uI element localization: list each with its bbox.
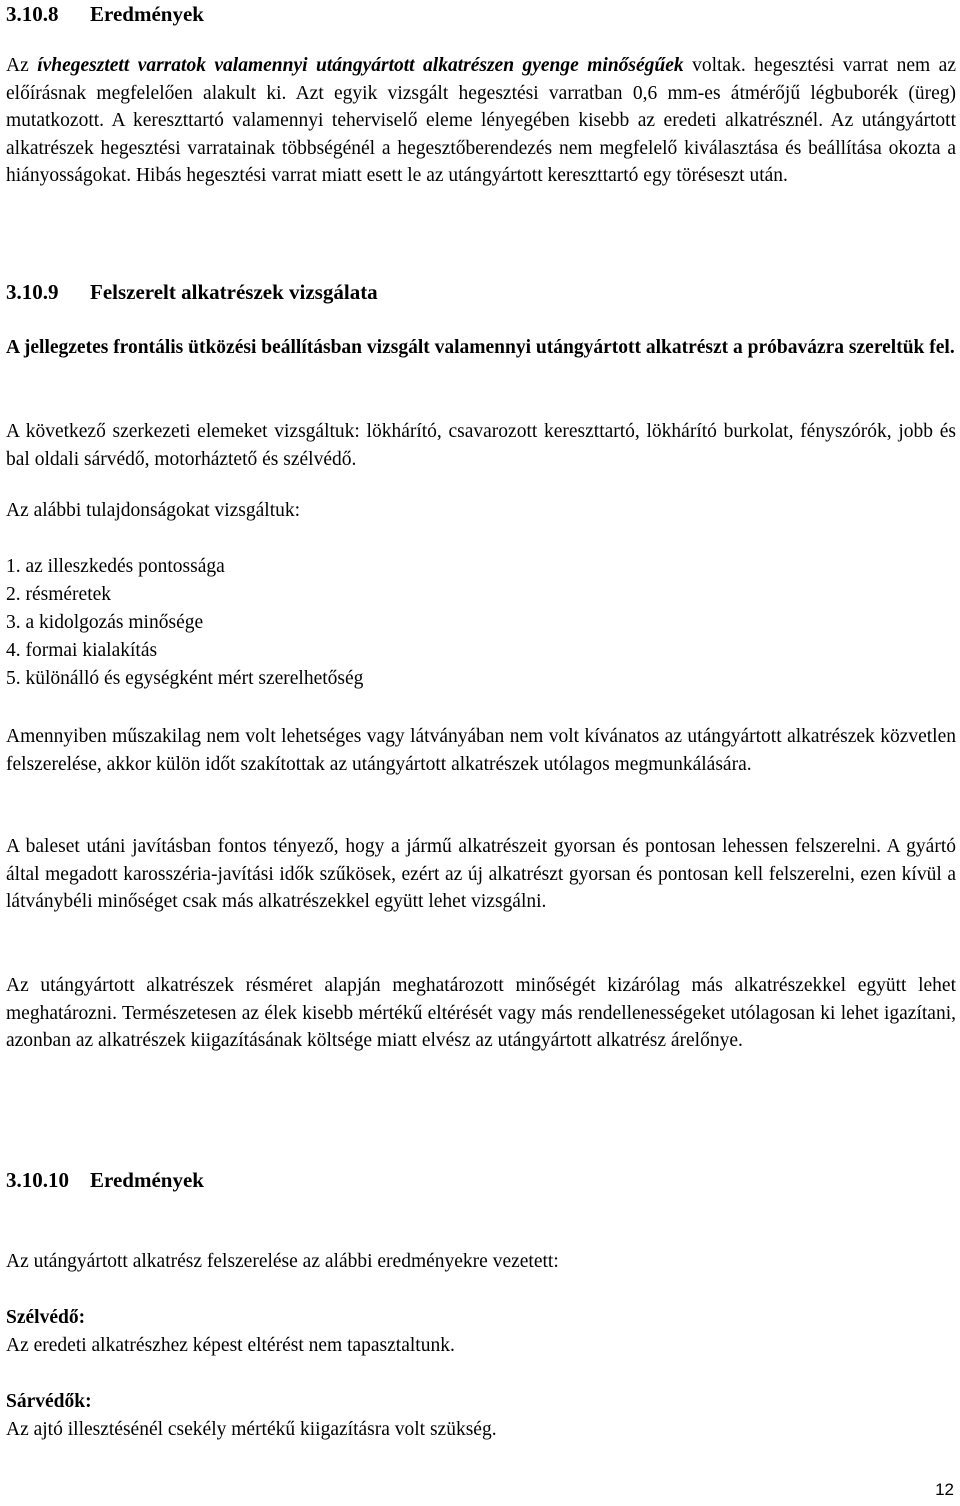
result-heading-windshield: Szélvédő: bbox=[6, 1307, 86, 1328]
section-heading-3-10-9 bbox=[6, 280, 378, 305]
list-item: 5. különálló és egységként mért szerelhetőség bbox=[6, 668, 364, 689]
result-text-windshield: Az eredeti alkatrészhez képest eltérést nem tapasztaltunk. bbox=[6, 1335, 455, 1356]
section-title: Eredmények bbox=[90, 1168, 204, 1192]
section-number: 3.10.8 bbox=[6, 2, 59, 26]
paragraph-gap-quality: Az utángyártott alkatrészek résméret alapján meghatározott minőségét kizárólag más alkatrészekkel együtt lehet meghatározni. Természetesen az élek kisebb mértékű eltérését vagy más rendellenességeket utólagosan ki lehet igazítani, azonban az alkatrészek kiigazításának költsége miatt elvész az utángyártott alkatrész árelőnye. bbox=[6, 975, 956, 1051]
result-text-fenders: Az ajtó illesztésénél csekély mértékű kiigazításra volt szükség. bbox=[6, 1419, 497, 1440]
result-heading-fenders: Sárvédők: bbox=[6, 1391, 92, 1412]
list-item: 4. formai kialakítás bbox=[6, 640, 158, 661]
paragraph-rework: Amennyiben műszakilag nem volt lehetséges vagy látványában nem volt kívánatos az utángyártott alkatrészek közvetlen felszerelése, akkor külön időt szakítottak az utángyártott alkatrészek utólagos megmunkálására. bbox=[6, 726, 956, 775]
section-heading-3-10-8 bbox=[6, 2, 204, 27]
section-number: 3.10.10 bbox=[6, 1168, 69, 1192]
paragraph-welding-results: Az ívhegesztett varratok valamennyi utángyártott alkatrészen gyenge minőségűek voltak. hegesztési varrat nem az előírásnak megfelelően alakult ki. Azt egyik vizsgált hegesztési varratban 0,6 mm-es átmérőjű légbuborék (üreg) mutatkozott. A kereszttartó valamennyi teherviselő eleme lényegében kisebb az eredeti alkatrésznél. Az utángyártott alkatrészek hegesztési varratainak többségénél a hegesztőberendezés nem megfelelő kiválasztása és beállítása okozta a hiányosságokat. Hibás hegesztési varrat miatt esett le az utángyártott kereszttartó egy töréseszt után. bbox=[6, 55, 956, 186]
results-intro: Az utángyártott alkatrész felszerelése az alábbi eredményekre vezetett: bbox=[6, 1251, 559, 1272]
list-item: 2. résméretek bbox=[6, 584, 112, 605]
page-number: 12 bbox=[935, 1480, 954, 1499]
list-item: 1. az illeszkedés pontossága bbox=[6, 556, 225, 577]
section-title: Eredmények bbox=[90, 2, 204, 26]
paragraph-bold-intro: A jellegzetes frontális ütközési beállításban vizsgált valamennyi utángyártott alkatrészt a próbavázra szereltük fel. bbox=[6, 337, 955, 358]
list-item: 3. a kidolgozás minősége bbox=[6, 612, 204, 633]
properties-intro: Az alábbi tulajdonságokat vizsgáltuk: bbox=[6, 500, 301, 521]
emphasis-text: ívhegesztett varratok valamennyi utángyártott alkatrészen gyenge minőségűek bbox=[37, 55, 684, 76]
section-number: 3.10.9 bbox=[6, 280, 59, 304]
paragraph-accident-repair: A baleset utáni javításban fontos tényező, hogy a jármű alkatrészeit gyorsan és pontosan lehessen felszerelni. A gyártó által megadott karosszéria-javítási idők szűkösek, ezért az új alkatrészt gyorsan és pontosan kell felszerelni, ezen kívül a látványbéli minőséget csak más alkatrészekkel együtt lehet vizsgálni. bbox=[6, 836, 956, 912]
section-title: Felszerelt alkatrészek vizsgálata bbox=[90, 280, 378, 304]
paragraph-elements: A következő szerkezeti elemeket vizsgáltuk: lökhárító, csavarozott kereszttartó, lökhárító burkolat, fényszórók, jobb és bal oldali sárvédő, motorháztető és szélvédő. bbox=[6, 421, 956, 470]
section-heading-3-10-10 bbox=[6, 1168, 204, 1193]
